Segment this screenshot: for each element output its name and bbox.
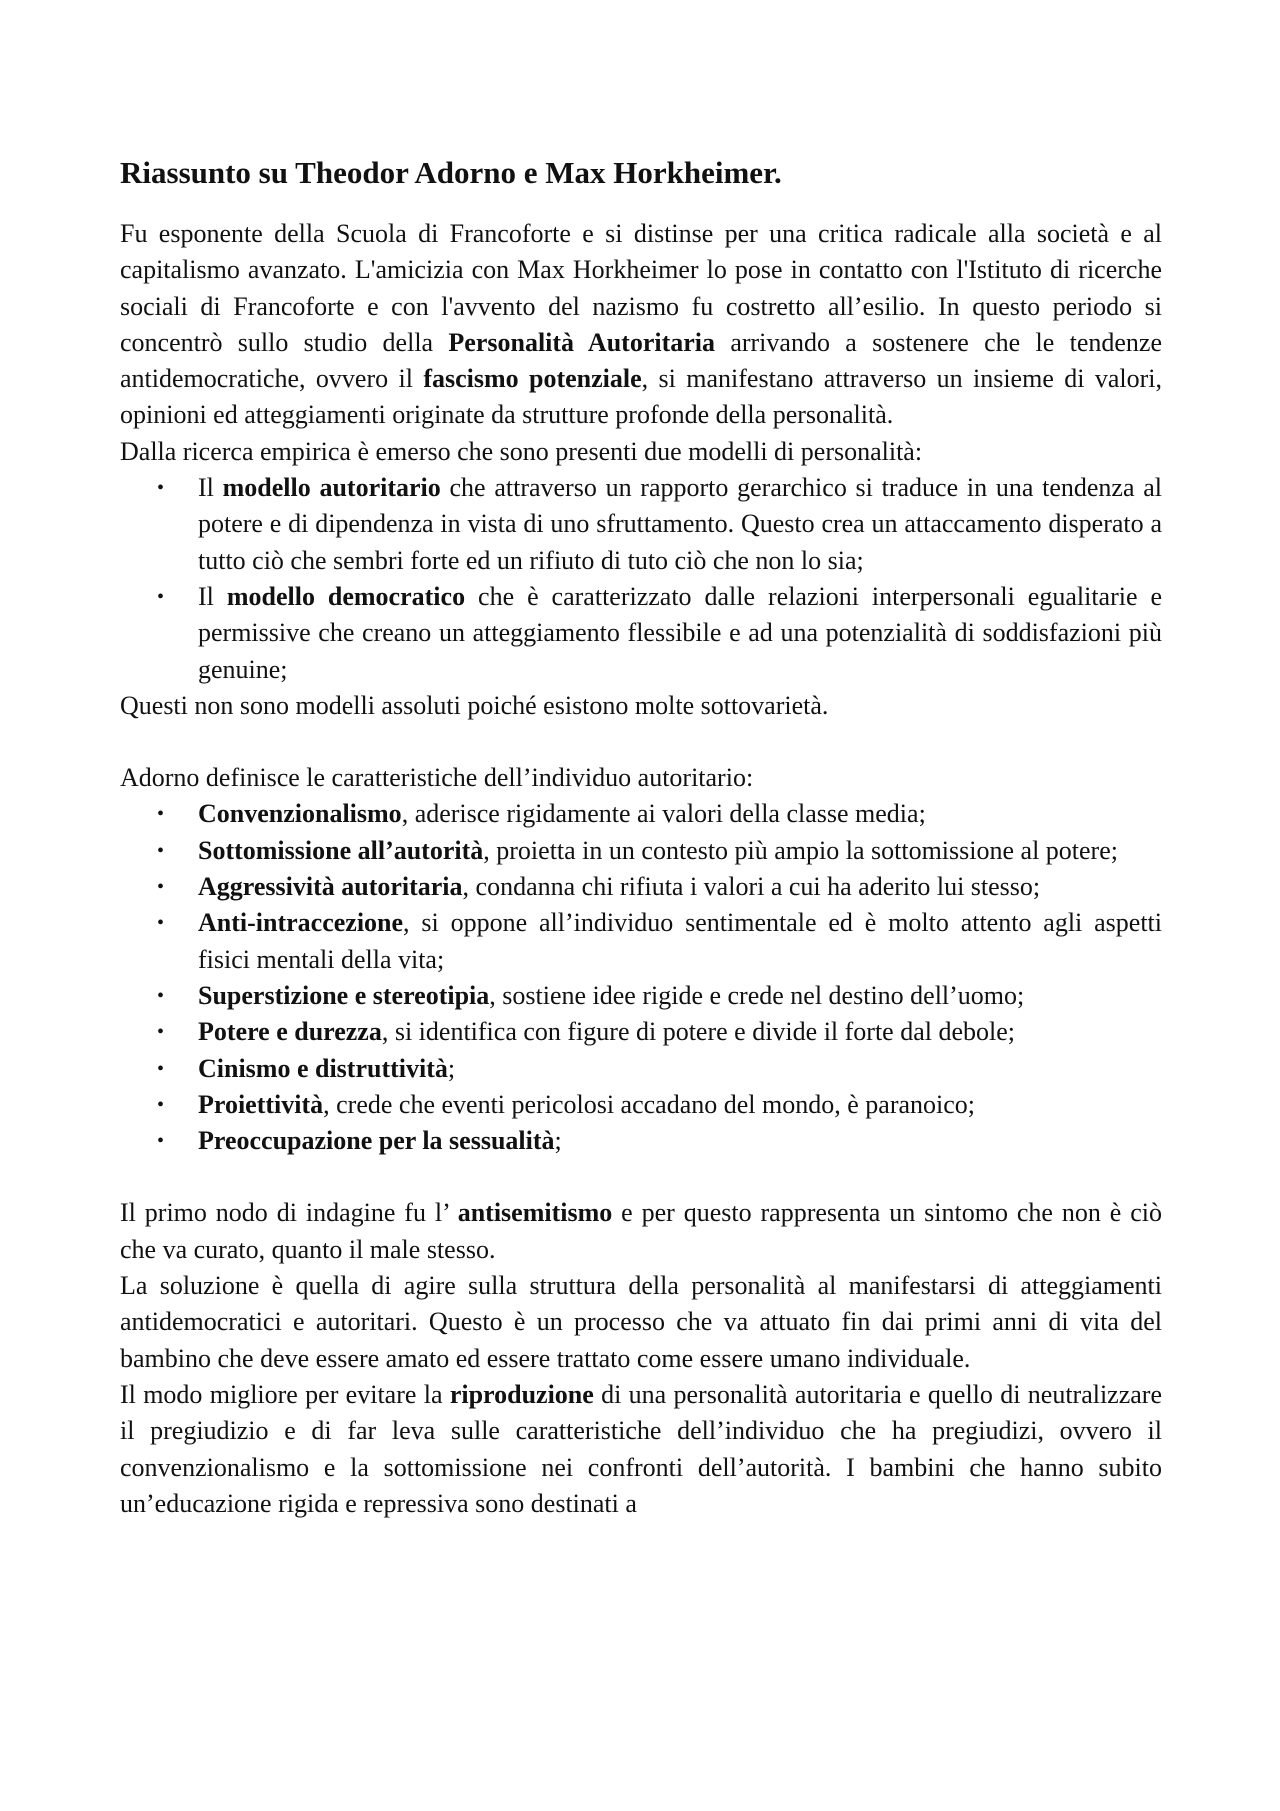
list-item: • Il modello democratico che è caratterizzato dalle relazioni interpersonali egualitarie e permissive che creano un atteggiamento flessibile e ad una potenzialità di soddisfazioni più genuine; [120,579,1162,688]
models-note: Questi non sono modelli assoluti poiché esistono molte sottovarietà. [120,690,829,720]
solution-paragraph: La soluzione è quella di agire sulla struttura della personalità al manifestarsi di atteggiamenti antidemocratici e autoritari. Questo è un processo che va attuato fin dai primi anni di vita del bambino che deve essere amato ed essere trattato come essere umano individuale. [120,1271,1162,1373]
list-item: • Proiettività, crede che eventi pericolosi accadano del mondo, è paranoico; [120,1087,1162,1123]
bullet-icon: • [157,803,165,826]
reproduction-paragraph: Il modo migliore per evitare la riproduzione di una personalità autoritaria e quello di neutralizzare il pregiudizio e di far leva sulle caratteristiche dell’individuo che ha pregiudizi, ovvero il convenzionalismo e la sottomissione nei confronti dell’autorità. I bambini che hanno subito un’educazione rigida e repressiva sono destinati a [120,1379,1162,1518]
paragraph-gap [120,724,1162,760]
bullet-icon: • [157,984,165,1007]
bullet-icon: • [157,477,165,500]
list-item: • Cinismo e distruttività; [120,1051,1162,1087]
list-item: • Sottomissione all’autorità, proietta in un contesto più ampio la sottomissione al potere; [120,833,1162,869]
models-intro: Dalla ricerca empirica è emerso che sono presenti due modelli di personalità: [120,436,923,466]
list-item: • Potere e durezza, si identifica con figure di potere e divide il forte dal debole; [120,1014,1162,1050]
list-item: • Convenzionalismo, aderisce rigidamente ai valori della classe media; [120,796,1162,832]
bullet-icon: • [157,1021,165,1044]
paragraph-gap [120,1159,1162,1195]
list-item: • Superstizione e stereotipia, sostiene idee rigide e crede nel destino dell’uomo; [120,978,1162,1014]
list-item: • Preoccupazione per la sessualità; [120,1123,1162,1159]
traits-intro: Adorno definisce le caratteristiche dell’individuo autoritario: [120,763,754,793]
bullet-icon: • [157,1130,165,1153]
list-item: • Anti-intraccezione, si oppone all’individuo sentimentale ed è molto attento agli aspetti fisici mentali della vita; [120,905,1162,978]
list-item: • Aggressività autoritaria, condanna chi rifiuta i valori a cui ha aderito lui stesso; [120,869,1162,905]
bullet-icon: • [157,912,165,935]
bullet-icon: • [157,839,165,862]
antisemitism-paragraph: Il primo nodo di indagine fu l’ antisemitismo e per questo rappresenta un sintomo che non è ciò che va curato, quanto il male stesso. [120,1198,1162,1264]
models-list [120,470,1162,688]
bullet-icon: • [157,876,165,899]
document-title: Riassunto su Theodor Adorno e Max Horkheimer. [120,155,782,190]
bullet-icon: • [157,1057,165,1080]
bullet-icon: • [157,1093,165,1116]
list-item: • Il modello autoritario che attraverso un rapporto gerarchico si traduce in una tendenza al potere e di dipendenza in vista di uno sfruttamento. Questo crea un attaccamento disperato a tutto ciò che sembri forte ed un rifiuto di tuto ciò che non lo sia; [120,470,1162,579]
traits-list [120,796,1162,1159]
bullet-icon: • [157,585,165,608]
intro-paragraph: Fu esponente della Scuola di Francoforte e si distinse per una critica radicale alla società e al capitalismo avanzato. L'amicizia con Max Horkheimer lo pose in contatto con l'Istituto di ricerche sociali di Francoforte e con l'avvento del nazismo fu costretto all’esilio. In questo periodo si concentrò sullo studio della Personalità Autoritaria arrivando a sostenere che le tendenze antidemocratiche, ovvero il fascismo potenziale, si manifestano attraverso un insieme di valori, opinioni ed atteggiamenti originate da strutture profonde della personalità. [120,219,1162,430]
document-body [120,148,1162,1522]
